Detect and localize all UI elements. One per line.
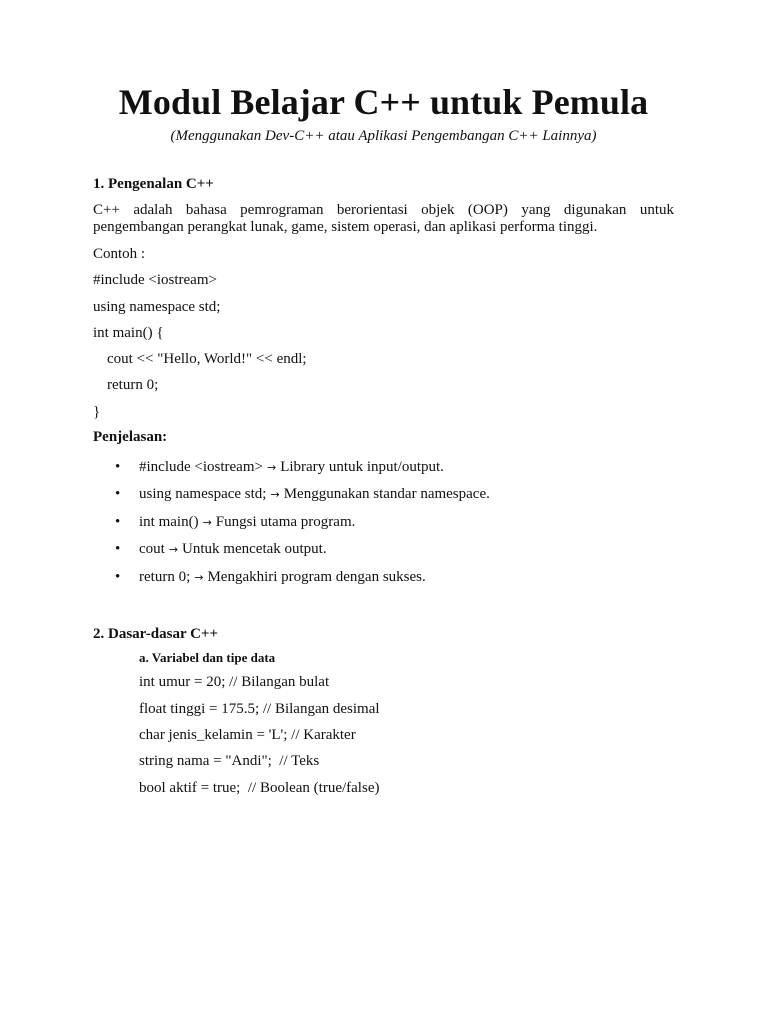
explanation-desc: Mengakhiri program dengan sukses.	[207, 568, 426, 585]
variable-examples	[93, 669, 674, 801]
section-1-intro: C++ adalah bahasa pemrograman berorientasi objek (OOP) yang digunakan untuk pengembangan perangkat lunak, game, sistem operasi, dan aplikasi performa tinggi.	[93, 202, 674, 235]
variable-line: bool aktif = true; // Boolean (true/false)	[139, 779, 380, 796]
bullet-icon: •	[115, 541, 121, 558]
explanation-term: cout	[139, 541, 165, 558]
explanation-list	[93, 454, 674, 591]
code-line: cout << "Hello, World!" << endl;	[107, 351, 307, 368]
explanation-heading: Penjelasan:	[93, 429, 168, 446]
variable-line: float tinggi = 175.5; // Bilangan desimal	[139, 700, 380, 717]
explanation-term: int main()	[139, 513, 199, 530]
arrow-right-icon: →	[270, 488, 280, 502]
explanation-item	[93, 454, 674, 481]
section-2-heading: 2. Dasar-dasar C++	[93, 626, 219, 643]
explanation-desc: Untuk mencetak output.	[182, 541, 327, 558]
code-example	[93, 267, 674, 425]
code-line: return 0;	[107, 377, 159, 394]
explanation-desc: Library untuk input/output.	[280, 459, 444, 476]
explanation-item	[93, 536, 674, 563]
example-label: Contoh :	[93, 246, 146, 262]
code-line: int main() {	[93, 324, 164, 341]
explanation-item	[93, 481, 674, 508]
bullet-icon: •	[115, 513, 121, 530]
arrow-right-icon: →	[168, 543, 179, 557]
variable-line: char jenis_kelamin = 'L'; // Karakter	[139, 726, 356, 743]
code-line: }	[93, 403, 101, 420]
section-1-heading: 1. Pengenalan C++	[93, 176, 214, 192]
arrow-right-icon: →	[202, 515, 212, 529]
code-line: #include <iostream>	[93, 272, 217, 289]
code-line: using namespace std;	[93, 298, 221, 315]
explanation-item	[93, 564, 674, 591]
explanation-item	[93, 509, 674, 536]
variable-line: string nama = "Andi"; // Teks	[139, 753, 320, 770]
bullet-icon: •	[115, 568, 121, 585]
variable-line: int umur = 20; // Bilangan bulat	[139, 674, 330, 691]
explanation-term: return 0;	[139, 568, 191, 585]
document-subtitle: (Menggunakan Dev-C++ atau Aplikasi Pengembangan C++ Lainnya)	[170, 128, 597, 144]
arrow-right-icon: →	[194, 570, 204, 584]
bullet-icon: •	[115, 459, 121, 476]
explanation-term: using namespace std;	[139, 486, 267, 503]
bullet-icon: •	[115, 486, 121, 503]
document-title: Modul Belajar C++ untuk Pemula	[118, 82, 649, 122]
explanation-term: #include <iostream>	[139, 459, 263, 476]
arrow-right-icon: →	[266, 461, 277, 475]
explanation-desc: Menggunakan standar namespace.	[283, 486, 490, 503]
subsection-a-heading: a. Variabel dan tipe data	[139, 650, 276, 666]
explanation-desc: Fungsi utama program.	[215, 513, 356, 530]
